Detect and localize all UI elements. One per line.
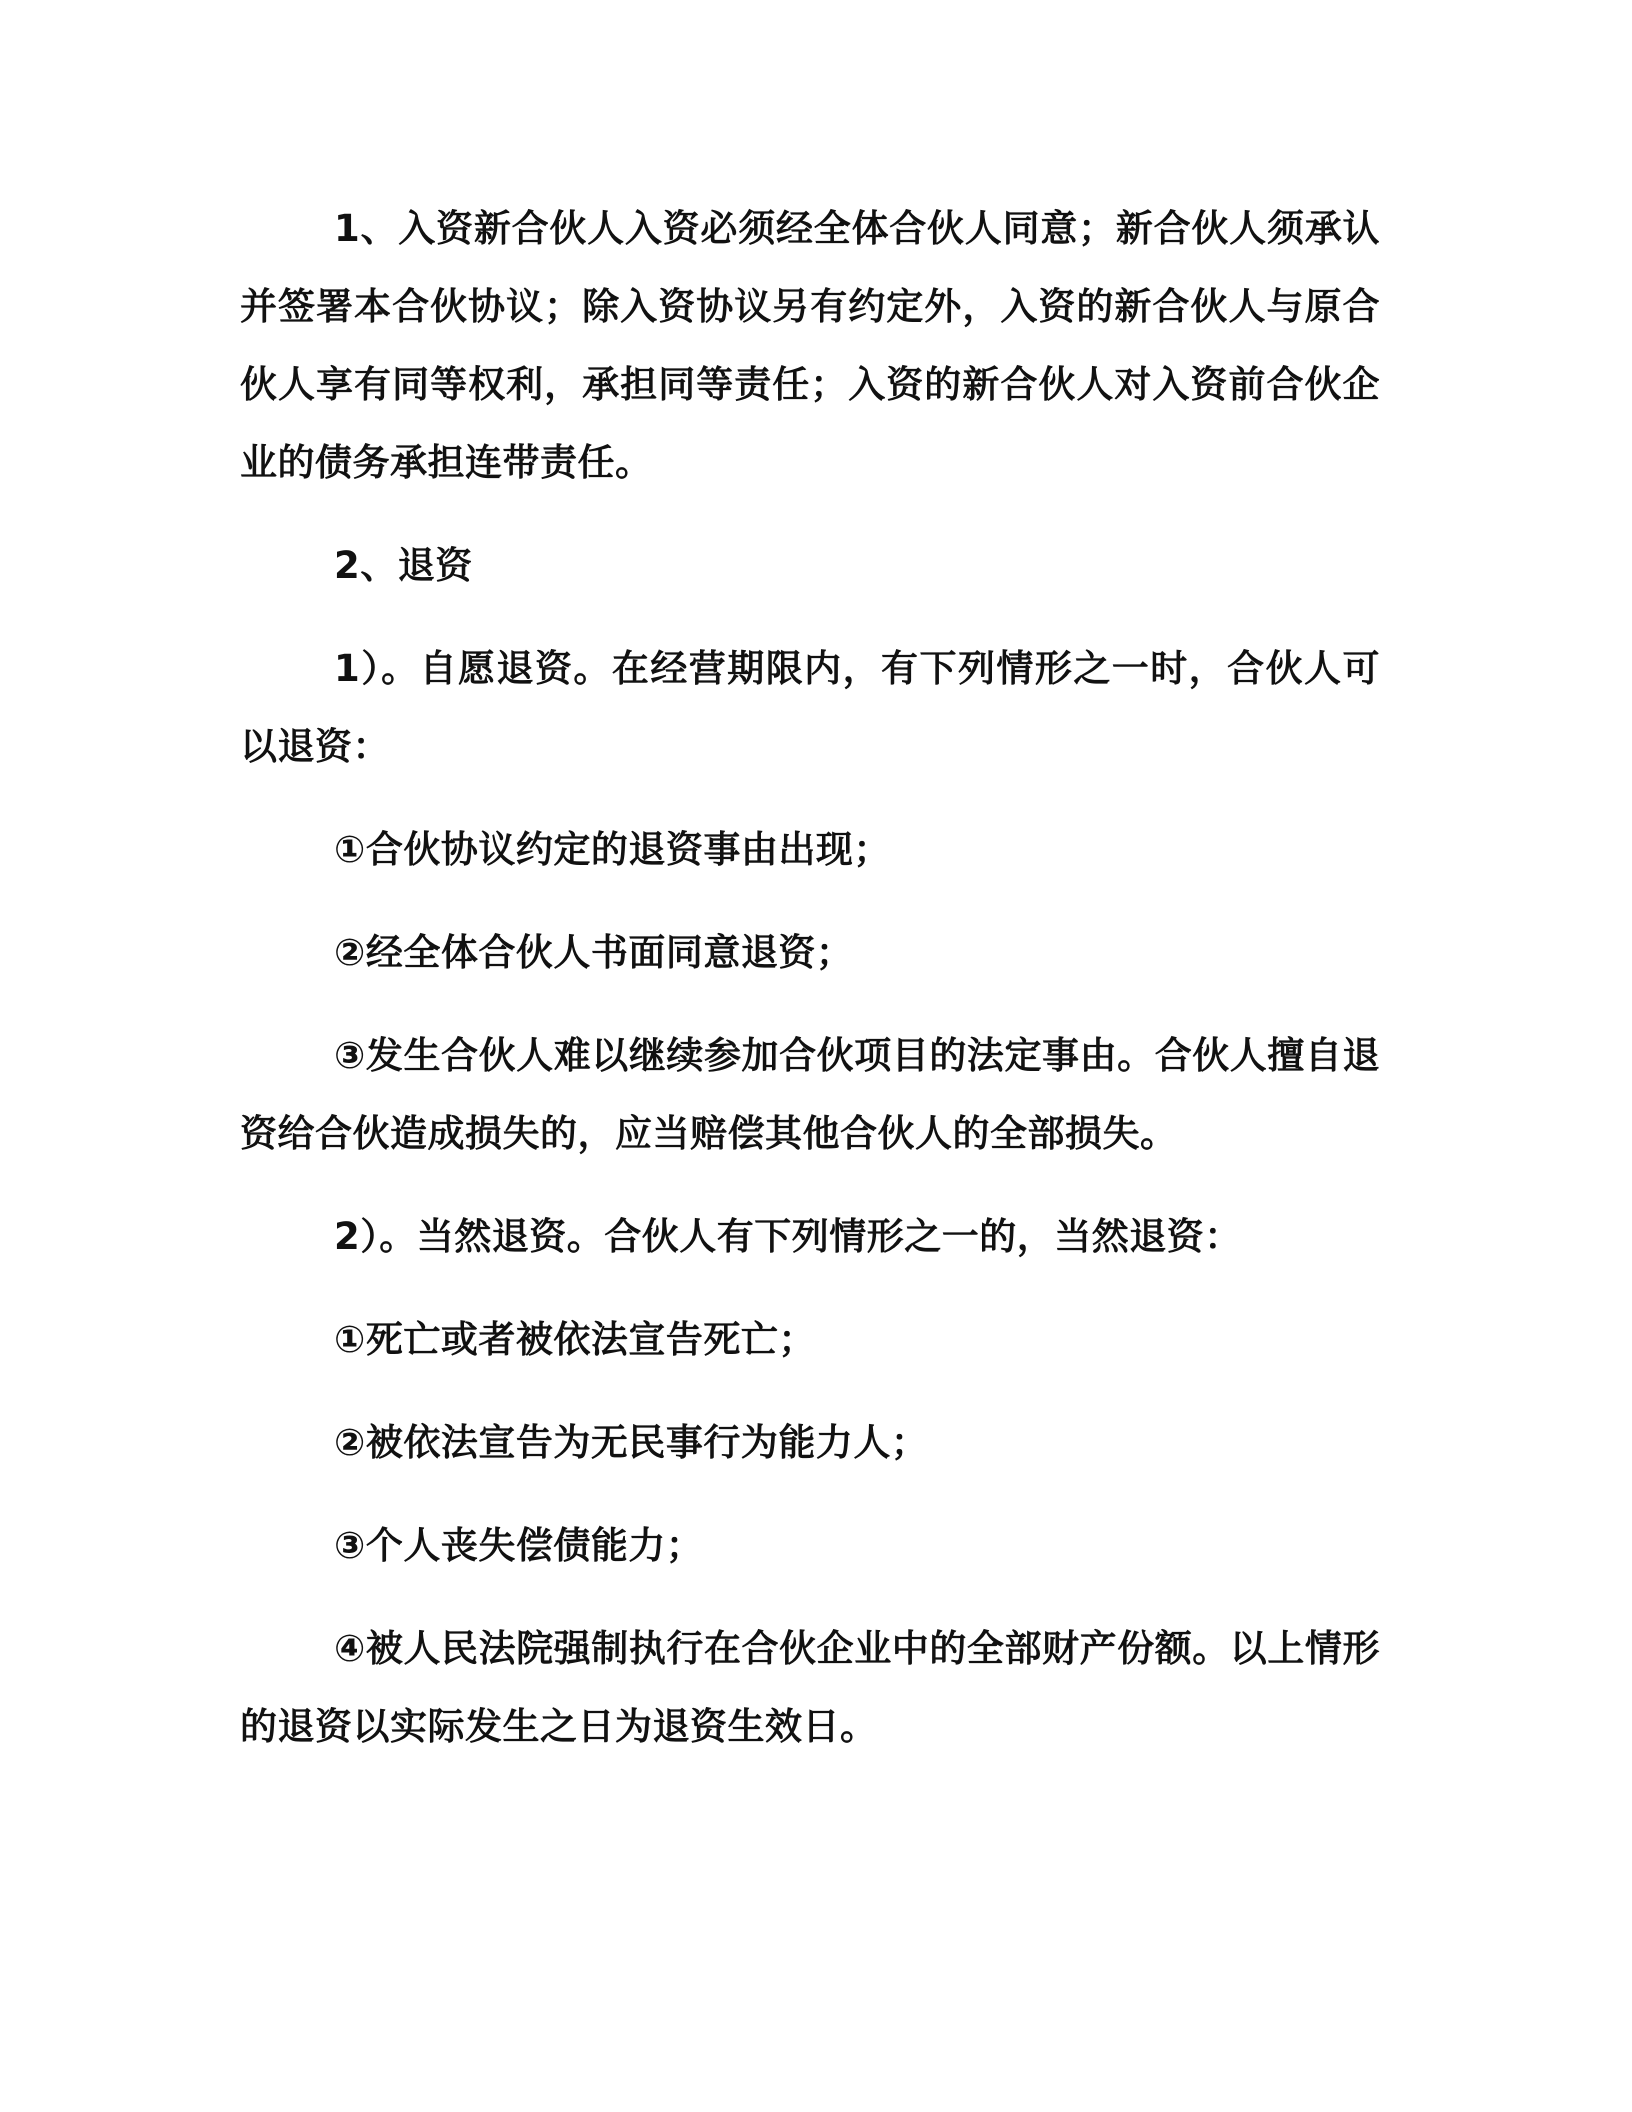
paragraph-automatic-item-3: ③个人丧失偿债能力；: [334, 1524, 704, 1567]
paragraph-automatic-item-1: ①死亡或者被依法宣告死亡；: [334, 1318, 816, 1361]
paragraph-automatic-withdrawal: 2）。当然退资。合伙人有下列情形之一的，当然退资：: [334, 1215, 1242, 1258]
document-body: [240, 190, 1380, 1791]
paragraph-voluntary-item-1: ①合伙协议约定的退资事由出现；: [334, 828, 891, 871]
paragraph-voluntary-item-2: ②经全体合伙人书面同意退资；: [334, 931, 854, 974]
paragraph-withdrawal-heading: 2、退资: [334, 544, 473, 587]
paragraph-automatic-item-2: ②被依法宣告为无民事行为能力人；: [334, 1421, 929, 1464]
paragraph-admission: 1、入资新合伙人入资必须经全体合伙人同意；新合伙人须承认并签署本合伙协议；除入资协议另有约定外，入资的新合伙人与原合伙人享有同等权利，承担同等责任；入资的新合伙人对入资前合伙企业的债务承担连带责任。: [240, 207, 1380, 484]
paragraph-voluntary-item-3: ③发生合伙人难以继续参加合伙项目的法定事由。合伙人擅自退资给合伙造成损失的，应当赔偿其他合伙人的全部损失。: [240, 1034, 1380, 1155]
paragraph-automatic-item-4: ④被人民法院强制执行在合伙企业中的全部财产份额。以上情形的退资以实际发生之日为退资生效日。: [240, 1627, 1380, 1748]
paragraph-voluntary-withdrawal: 1）。自愿退资。在经营期限内，有下列情形之一时，合伙人可以退资：: [240, 647, 1380, 768]
